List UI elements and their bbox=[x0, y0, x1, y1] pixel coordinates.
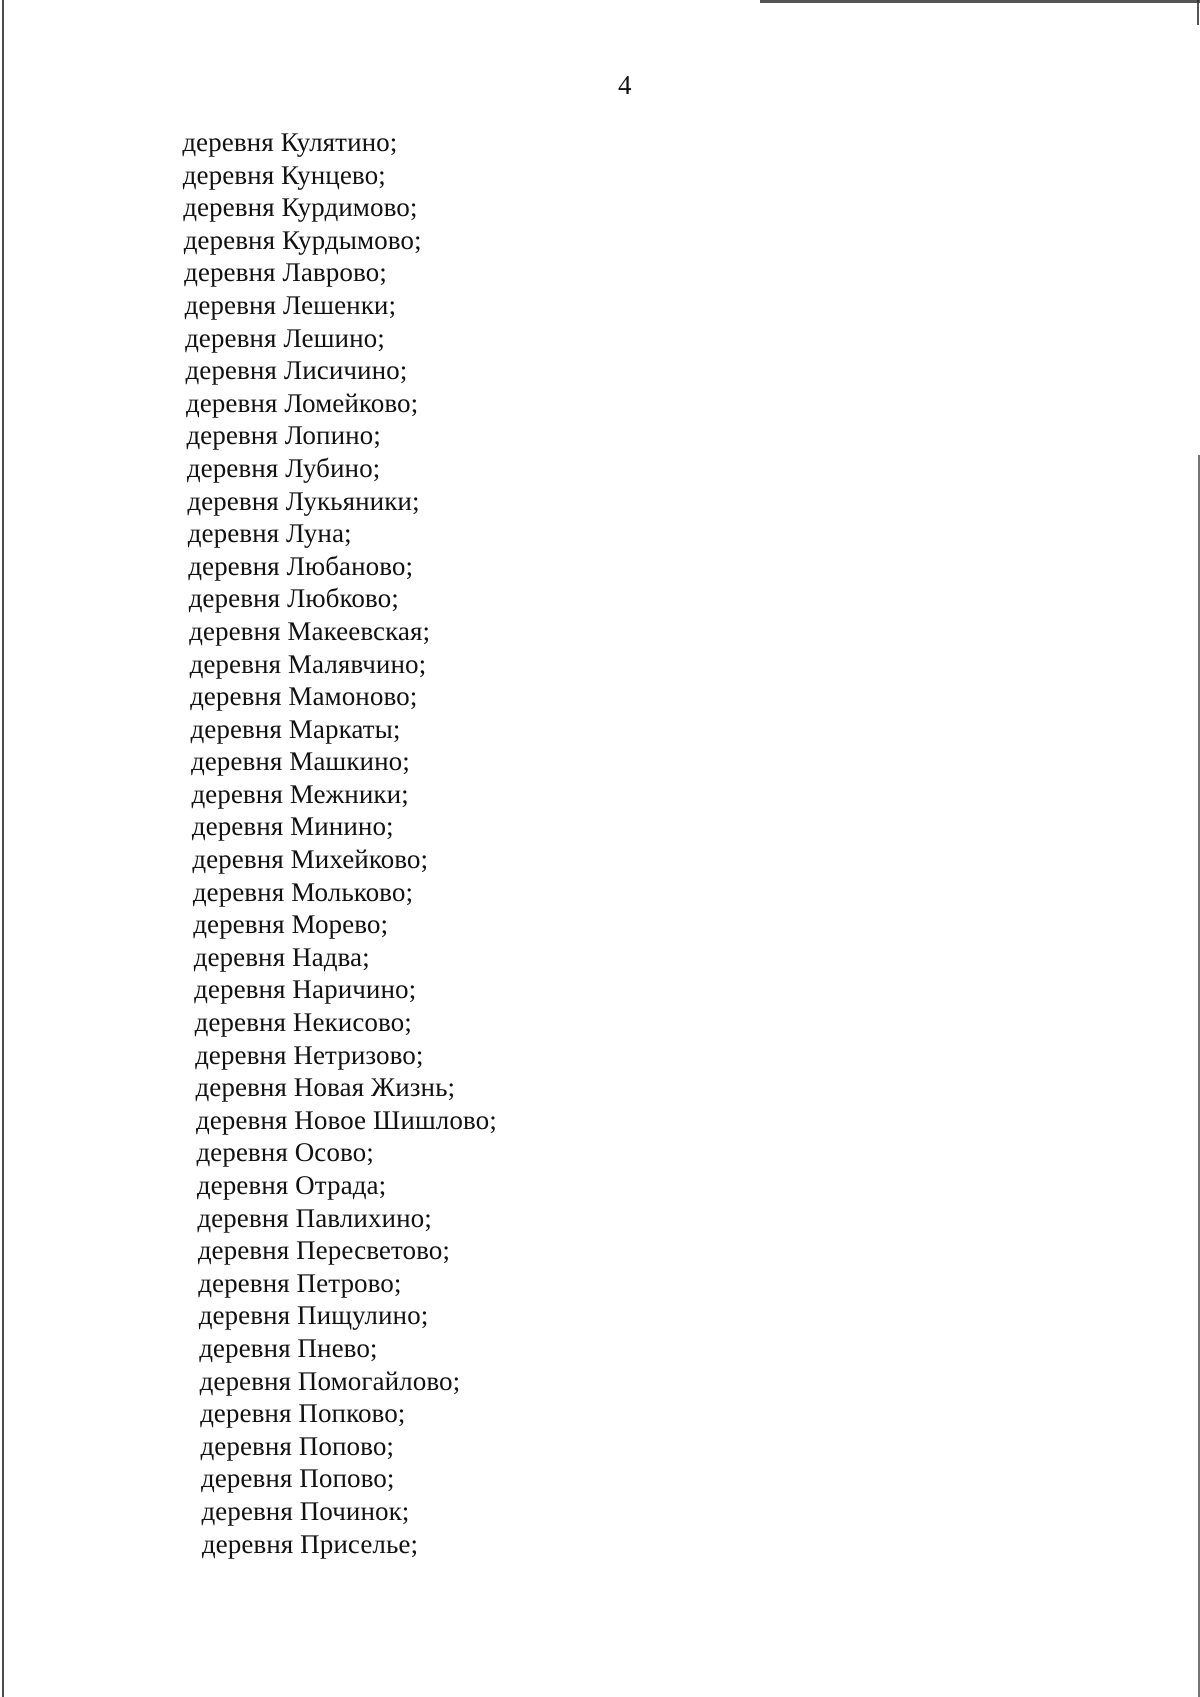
list-item: деревня Межники; bbox=[191, 778, 409, 809]
list-item: деревня Починок; bbox=[201, 1495, 410, 1526]
list-item: деревня Наричино; bbox=[193, 974, 417, 1005]
list-item: деревня Новая Жизнь; bbox=[195, 1072, 456, 1103]
list-item: деревня Пересветово; bbox=[197, 1235, 451, 1266]
scan-edge-right-top bbox=[1197, 0, 1199, 25]
list-item: деревня Попово; bbox=[200, 1430, 395, 1461]
page-number: 4 bbox=[618, 70, 632, 100]
scan-edge-top bbox=[760, 0, 1200, 3]
list-item: деревня Курдимово; bbox=[182, 192, 418, 223]
list-item: деревня Кунцево; bbox=[182, 159, 386, 190]
list-item: деревня Осово; bbox=[196, 1137, 375, 1168]
list-item: деревня Лубино; bbox=[186, 452, 381, 483]
list-item: деревня Помогайлово; bbox=[199, 1365, 461, 1396]
list-item: деревня Машкино; bbox=[190, 746, 411, 777]
list-item: деревня Петрово; bbox=[197, 1267, 402, 1298]
list-item: деревня Приселье; bbox=[201, 1528, 419, 1559]
list-item: деревня Кулятино; bbox=[182, 127, 398, 157]
list-item: деревня Некисово; bbox=[194, 1007, 413, 1038]
list-item: деревня Ломейково; bbox=[185, 387, 419, 418]
list-item: деревня Луна; bbox=[187, 518, 352, 549]
list-item: деревня Пищулино; bbox=[198, 1300, 429, 1331]
list-item: деревня Лешино; bbox=[184, 322, 386, 353]
list-item: деревня Мамоново; bbox=[189, 681, 418, 712]
list-item: деревня Лешенки; bbox=[184, 289, 397, 320]
list-item: деревня Новое Шишлово; bbox=[195, 1104, 498, 1135]
list-item: деревня Минино; bbox=[191, 811, 394, 842]
settlement-list bbox=[182, 126, 503, 1560]
list-item: деревня Лаврово; bbox=[183, 257, 388, 288]
scan-edge-left bbox=[2, 0, 4, 1697]
list-item: деревня Малявчино; bbox=[189, 648, 427, 679]
list-item: деревня Морево; bbox=[192, 909, 389, 940]
list-item: деревня Любково; bbox=[188, 583, 400, 614]
list-item: деревня Надва; bbox=[193, 941, 370, 972]
list-item: деревня Нетризово; bbox=[194, 1039, 424, 1070]
list-item: деревня Курдымово; bbox=[183, 224, 422, 255]
list-item: деревня Мольково; bbox=[192, 876, 414, 907]
list-item: деревня Пнево; bbox=[198, 1332, 378, 1363]
list-item: деревня Павлихино; bbox=[197, 1202, 433, 1233]
list-item: деревня Лукьяники; bbox=[187, 485, 420, 516]
list-item: деревня Макеевская; bbox=[188, 615, 431, 646]
list-item: деревня Любаново; bbox=[187, 550, 414, 581]
list-item: деревня Михейково; bbox=[192, 844, 429, 875]
list-item: деревня Попково; bbox=[199, 1398, 406, 1429]
list-item: деревня Попово; bbox=[200, 1463, 395, 1494]
list-item: деревня Лопино; bbox=[186, 420, 382, 451]
list-item: деревня Маркаты; bbox=[190, 713, 401, 744]
list-item: деревня Лисичино; bbox=[185, 355, 408, 386]
list-item: деревня Отрада; bbox=[196, 1170, 387, 1200]
